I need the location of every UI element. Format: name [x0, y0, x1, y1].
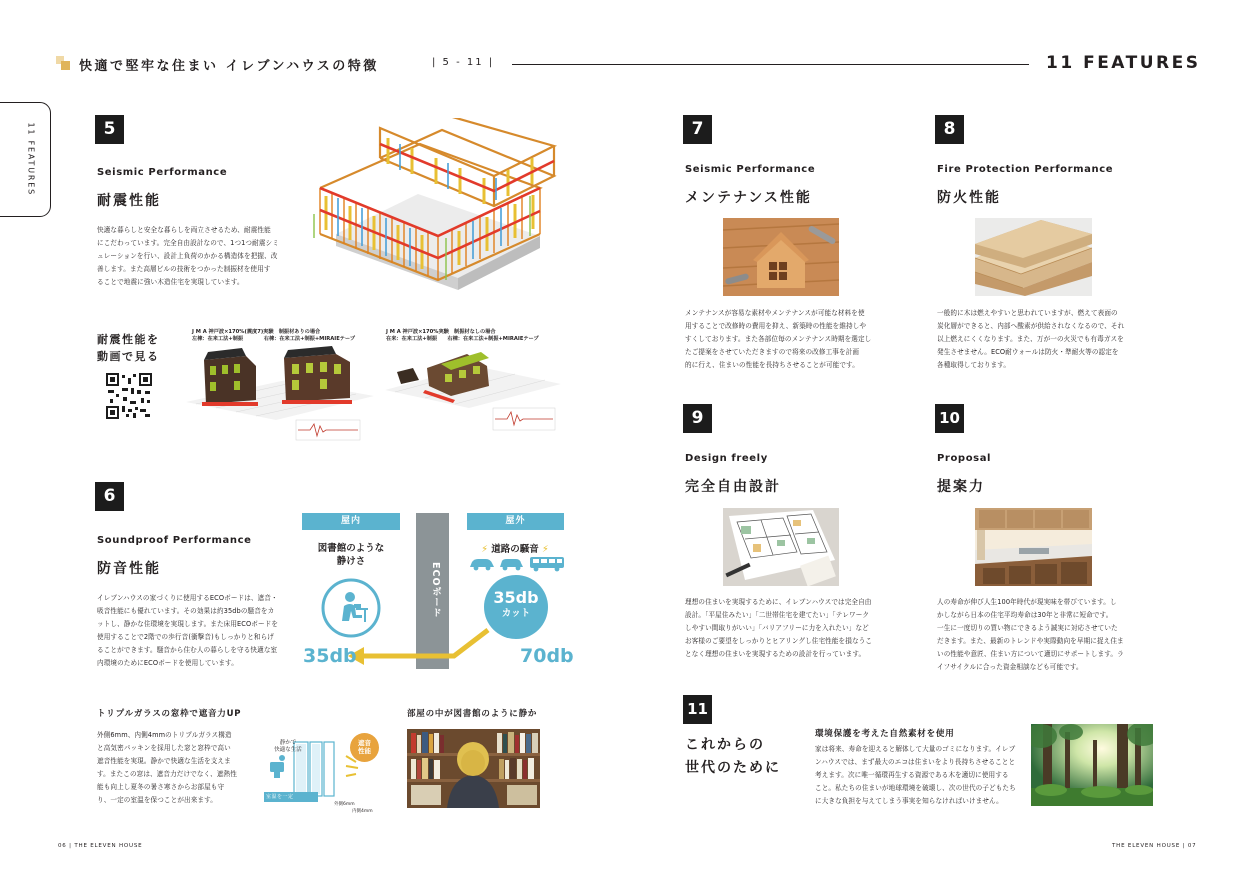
feature-6-jp-title: 防音性能 [97, 561, 161, 577]
feature-5-body [97, 224, 287, 289]
feature-8-en-title: Fire Protection Performance [937, 164, 1114, 175]
body-line: かしながら日本の住宅平均寿命は30年と非常に短命です。 [937, 611, 1113, 620]
header-range: | 5 - 11 | [432, 57, 495, 68]
body-line: ットし、静かな住環境を実現します。また床用ECOボードを [97, 620, 279, 629]
body-line: すくしております。また各部位毎のメンテナンス時期を選定し [685, 335, 872, 344]
feature-6-en-title: Soundproof Performance [97, 535, 252, 546]
side-tab [0, 102, 51, 217]
feature-7-en-title: Seismic Performance [685, 164, 816, 175]
indoor-db: 35db [303, 645, 357, 667]
soundproof-badge: 遮音 性能 [350, 733, 379, 762]
body-line: 使用することで2階での歩行音(衝撃音)もしっかりと和らげ [97, 633, 274, 642]
body-line: ることができます。騒音から住む人の暮らしを守る快適な室 [97, 646, 278, 655]
kitchen-photo [975, 508, 1092, 586]
qr-code-icon[interactable] [106, 373, 152, 419]
cut-badge: 35db カット [484, 575, 548, 639]
feature-6-number: 6 [95, 482, 124, 511]
feature-11-body [815, 743, 1025, 808]
floor-plan-photo [723, 508, 839, 586]
body-line: だきます。また、最新のトレンドや実際動向を早期に捉え住ま [937, 637, 1124, 646]
video-thumbnail-2[interactable] [385, 346, 565, 442]
body-line: 理想の住まいを実現するために、イレブンハウスでは完全自由 [685, 598, 872, 606]
video-caption-1: J M A 神戸波×170%(震度7)実験 制振材ありの場合 左棟：在来工法+制振 右棟：在来工法+制振+MIRAIEテープ [192, 329, 356, 342]
header-rule [512, 64, 1029, 65]
feature-5-number: 5 [95, 115, 124, 144]
body-line: 快適な暮らしと安全な暮らしを両立させるため、耐震性能 [97, 226, 271, 234]
body-line: ンハウスでは、まず最大のエコは住まいをより長持ちさせることと [815, 758, 1016, 767]
body-line: 的に行え、住まいの性能を長持ちさせることが可能です。 [685, 361, 859, 370]
body-line: 家は将来、寿命を迎えると解体して大量のゴミになります。イレブ [815, 745, 1016, 753]
header-title: 快適で堅牢な住まい イレブンハウスの特徴 [79, 59, 379, 74]
triple-glass-body [97, 729, 247, 808]
noise-label: ⚡ 道路の騒音 ⚡ [481, 544, 549, 555]
feature-9-number: 9 [683, 404, 712, 433]
indoor-label: 屋内 [302, 513, 400, 530]
body-line: こと。私たちの住まいが地球環境を破壊し、次の世代の子どもたち [815, 784, 1016, 793]
body-line: 善します。また高層ビルの技術をつかった制振材を使用す [97, 265, 271, 274]
house-frame-illustration [308, 118, 566, 302]
feature-6-body [97, 592, 297, 671]
triple-glass-title: トリプルガラスの窓枠で遮音力UP [97, 709, 242, 719]
feature-7-number: 7 [683, 115, 712, 144]
feature-10-jp-title: 提案力 [937, 479, 985, 495]
outdoor-label: 屋外 [467, 513, 564, 530]
quiet-label: 図書館のような 静けさ [317, 543, 385, 567]
feature-11-jp-title: これからの 世代のために [685, 737, 781, 776]
body-line: ュレーションを行い、設計上負荷のかかる構造体を把握、改 [97, 252, 278, 261]
feature-9-jp-title: 完全自由設計 [685, 479, 781, 495]
body-line: 人の寿命が伸び人生100年時代が現実味を帯びています。し [937, 598, 1117, 606]
window-quiet-label: 静かで 快適な生活 [274, 740, 302, 753]
body-line: ることで地震に強い木造住宅を実現しています。 [97, 278, 244, 287]
body-line: しやすい間取りがいい」「バリアフリーに力を入れたい」など [685, 624, 869, 633]
body-line: イフサイクルに合った資金相談なども可能です。 [937, 663, 1083, 672]
body-line: 能も向上し夏冬の暑さ寒さからお部屋も守 [97, 783, 225, 792]
feature-10-body [937, 596, 1137, 675]
feature-9-body [685, 596, 885, 661]
feature-8-jp-title: 防火性能 [937, 190, 1001, 206]
body-line: 用することで改修時の費用を抑え、新築時の性能を維持しや [685, 322, 867, 331]
header-features: 11 FEATURES [1046, 53, 1201, 73]
body-line: お客様のご要望をしっかりとヒアリングし住宅性能を損なうこ [685, 637, 873, 646]
feature-5-en-title: Seismic Performance [97, 167, 228, 178]
video-thumbnail-1[interactable] [186, 344, 374, 442]
library-title: 部屋の中が図書館のように静か [407, 709, 538, 719]
vehicles-icon [468, 555, 566, 573]
window-mm-2: 内側4mm [352, 809, 373, 814]
library-photo [407, 729, 540, 808]
video-label: 耐震性能を 動画で見る [97, 333, 160, 363]
body-line: 設計。「平屋住みたい」「二世帯住宅を建てたい」「テレワーク [685, 611, 870, 620]
body-line: 炭化層ができると、内部へ酸素が供給されなくなるので、それ [937, 322, 1125, 331]
feature-10-en-title: Proposal [937, 453, 992, 464]
maintenance-photo [723, 218, 839, 296]
body-line: 一般的に木は燃えやすいと思われていますが、燃えて表面の [937, 309, 1118, 317]
body-line: 外側6mm、内側4mmのトリプルガラス構造 [97, 731, 232, 739]
video-caption-2: J M A 神戸波×170%実験 制振材なしの場合 在来：在来工法+制振 右棟：在来工法+制振+MIRAIEテープ [386, 329, 539, 342]
body-line: 一生に一度切りの買い物にできるよう誠実に対応させていた [937, 624, 1118, 633]
body-line: 考えます。次に唯一循環再生する資源である木を適切に使用する [815, 771, 1009, 780]
window-room-temp: 室温を一定 [266, 794, 294, 800]
footer-left: 06 | THE ELEVEN HOUSE [58, 843, 143, 849]
body-line: 遮音性能を実現。静かで快適な生活を支えま [97, 757, 231, 766]
body-line: と高気密パッキンを採用した窓と窓枠で高い [97, 744, 231, 753]
feature-8-number: 8 [935, 115, 964, 144]
feature-11-number: 11 [683, 695, 712, 724]
window-mm-1: 外側6mm [334, 802, 355, 807]
footer-right: THE ELEVEN HOUSE | 07 [1112, 843, 1197, 849]
side-tab-label: 11 FEATURES [26, 122, 36, 196]
feature-5-jp-title: 耐震性能 [97, 193, 161, 209]
outdoor-db: 70db [520, 645, 574, 667]
feature-7-body [685, 307, 885, 372]
body-line: イレブンハウスの家づくりに使用するECOボードは、遮音・ [97, 594, 278, 602]
feature-9-en-title: Design freely [685, 453, 768, 464]
body-line: 内環境のためにECOボードを使用しています。 [97, 659, 238, 668]
body-line: に大きな負担を与えてしまう事実を知らなければいけません。 [815, 797, 1003, 806]
body-line: り、一定の室温を保つことが出来ます。 [97, 796, 217, 805]
header-accent-icon [56, 56, 70, 70]
sound-arrow [346, 626, 492, 666]
body-line: となく理想の住まいを実現するための設計を行っています。 [685, 650, 866, 659]
feature-10-number: 10 [935, 404, 964, 433]
body-line: にこだわっています。完全自由設計なので、1つ1つ耐震シミ [97, 239, 279, 248]
body-line: 吸音性能にも優れています。その効果は約35dbの騒音をカ [97, 607, 275, 616]
body-line: メンテナンスが容易な素材やメンテナンスが可能な材料を使 [685, 309, 865, 317]
body-line: たご提案をさせていただきますので将来の改修工事を計画 [685, 348, 860, 357]
forest-photo [1031, 724, 1153, 806]
feature-11-sub-title: 環境保護を考えた自然素材を使用 [815, 729, 955, 739]
fire-board-photo [975, 218, 1092, 296]
feature-8-body [937, 307, 1137, 372]
body-line: 発生させません。ECO耐ウォールは防火・準耐火等の認定を [937, 348, 1119, 357]
body-line: 以上燃えにくくなります。また、万が一の火災でも有毒ガスを [937, 335, 1124, 344]
eco-board-label: ECOボード [430, 562, 441, 619]
feature-7-jp-title: メンテナンス性能 [685, 190, 812, 206]
body-line: す。またこの窓は、遮音力だけでなく、遮熱性 [97, 770, 237, 779]
body-line: いの性能や意匠、住まい方について適切にサポートします。ラ [937, 650, 1124, 659]
body-line: 各種取得しております。 [937, 361, 1011, 370]
